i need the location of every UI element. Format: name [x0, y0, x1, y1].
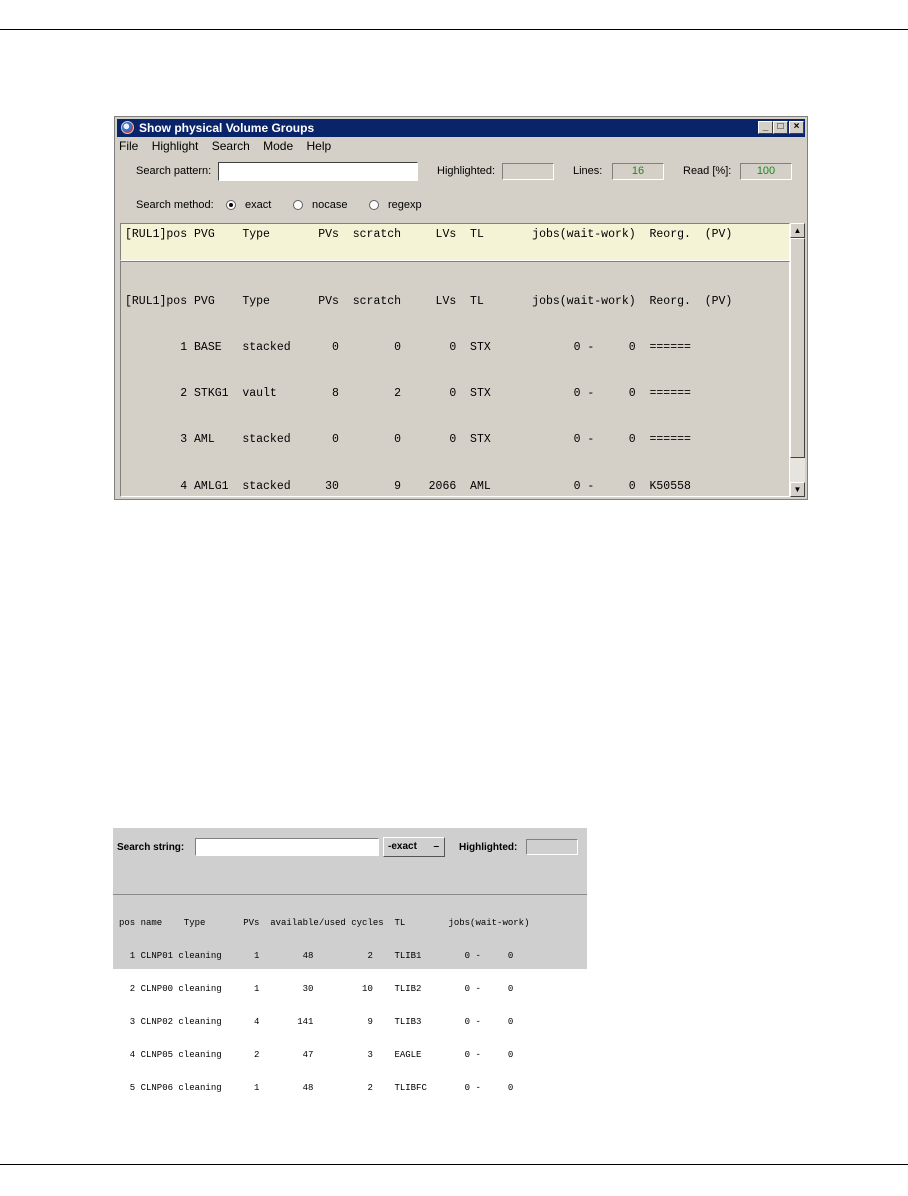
search-string-label: Search string:	[117, 842, 185, 853]
scroll-down-icon[interactable]: ▼	[790, 482, 805, 497]
radio-regexp[interactable]	[369, 200, 379, 210]
separator	[113, 894, 587, 895]
radio-exact-label[interactable]: exact	[245, 199, 272, 211]
lines-label: Lines:	[573, 165, 603, 177]
cleaning-list[interactable]	[119, 896, 529, 1116]
menu-file[interactable]: File	[119, 139, 139, 153]
menu-mode[interactable]: Mode	[263, 139, 294, 153]
menu-dash-icon: –	[433, 841, 439, 852]
search-method-label: Search method:	[136, 199, 214, 211]
search-string-input[interactable]	[195, 838, 379, 856]
pvg-window	[114, 116, 808, 500]
scroll-up-icon[interactable]: ▲	[790, 223, 805, 238]
highlighted-label-2: Highlighted:	[459, 842, 518, 853]
highlighted-label: Highlighted:	[437, 165, 496, 177]
maximize-icon[interactable]: □	[773, 121, 788, 134]
menu-highlight[interactable]: Highlight	[151, 139, 199, 153]
list-item[interactable]: 2 STKG1 vault 8 2 0 STX 0 - 0 ======	[125, 387, 691, 401]
list-item[interactable]: 2 CLNP00 cleaning 1 30 10 TLIB2 0 - 0	[119, 984, 514, 994]
page-top-rule	[0, 29, 908, 30]
exact-mode-label: -exact	[388, 841, 417, 852]
list-item[interactable]: 1 BASE stacked 0 0 0 STX 0 - 0 ======	[125, 341, 691, 355]
pvg-list[interactable]	[120, 261, 790, 497]
list-item[interactable]: 5 CLNP06 cleaning 1 48 2 TLIBFC 0 - 0	[119, 1083, 514, 1093]
list-item[interactable]: 4 AMLG1 stacked 30 9 2066 AML 0 - 0 K50558	[125, 479, 691, 493]
radio-nocase[interactable]	[293, 200, 303, 210]
column-header-pane: [RUL1]pos PVG Type PVs scratch LVs TL jobs(wait-work) Reorg. (PV)	[120, 223, 790, 261]
radio-nocase-label[interactable]: nocase	[312, 199, 348, 211]
radio-regexp-label[interactable]: regexp	[388, 199, 422, 211]
menu-help[interactable]: Help	[306, 139, 332, 153]
list-item[interactable]: 1 CLNP01 cleaning 1 48 2 TLIB1 0 - 0	[119, 951, 514, 961]
menu-bar	[119, 139, 341, 155]
minimize-icon[interactable]: _	[758, 121, 773, 134]
scroll-thumb[interactable]	[790, 238, 805, 458]
exact-mode-button[interactable]	[383, 837, 445, 857]
close-icon[interactable]: ×	[789, 121, 804, 134]
cleaning-window	[113, 828, 587, 1093]
radio-exact[interactable]	[226, 200, 236, 210]
search-pattern-input[interactable]	[218, 162, 418, 181]
read-label: Read [%]:	[683, 165, 732, 177]
vertical-scrollbar[interactable]	[790, 223, 805, 497]
page-bottom-rule	[0, 1164, 908, 1165]
window-title: Show physical Volume Groups	[139, 121, 315, 135]
highlighted-field-2	[526, 839, 578, 855]
list-item[interactable]: 3 CLNP02 cleaning 4 141 9 TLIB3 0 - 0	[119, 1017, 514, 1027]
search-pattern-label: Search pattern:	[136, 165, 212, 177]
app-globe-icon	[121, 121, 134, 134]
list-item[interactable]: 3 AML stacked 0 0 0 STX 0 - 0 ======	[125, 433, 691, 447]
cleaning-list-header-row: pos name Type PVs available/used cycles TL jobs(wait-work)	[119, 918, 530, 928]
pvg-list-header-row: [RUL1]pos PVG Type PVs scratch LVs TL jobs(wait-work) Reorg. (PV)	[125, 294, 733, 308]
highlighted-field	[502, 163, 554, 180]
list-item[interactable]: 4 CLNP05 cleaning 2 47 3 EAGLE 0 - 0	[119, 1050, 514, 1060]
title-bar[interactable]	[117, 119, 805, 137]
menu-search[interactable]: Search	[211, 139, 250, 153]
lines-field: 16	[612, 163, 664, 180]
read-percent-field: 100	[740, 163, 792, 180]
